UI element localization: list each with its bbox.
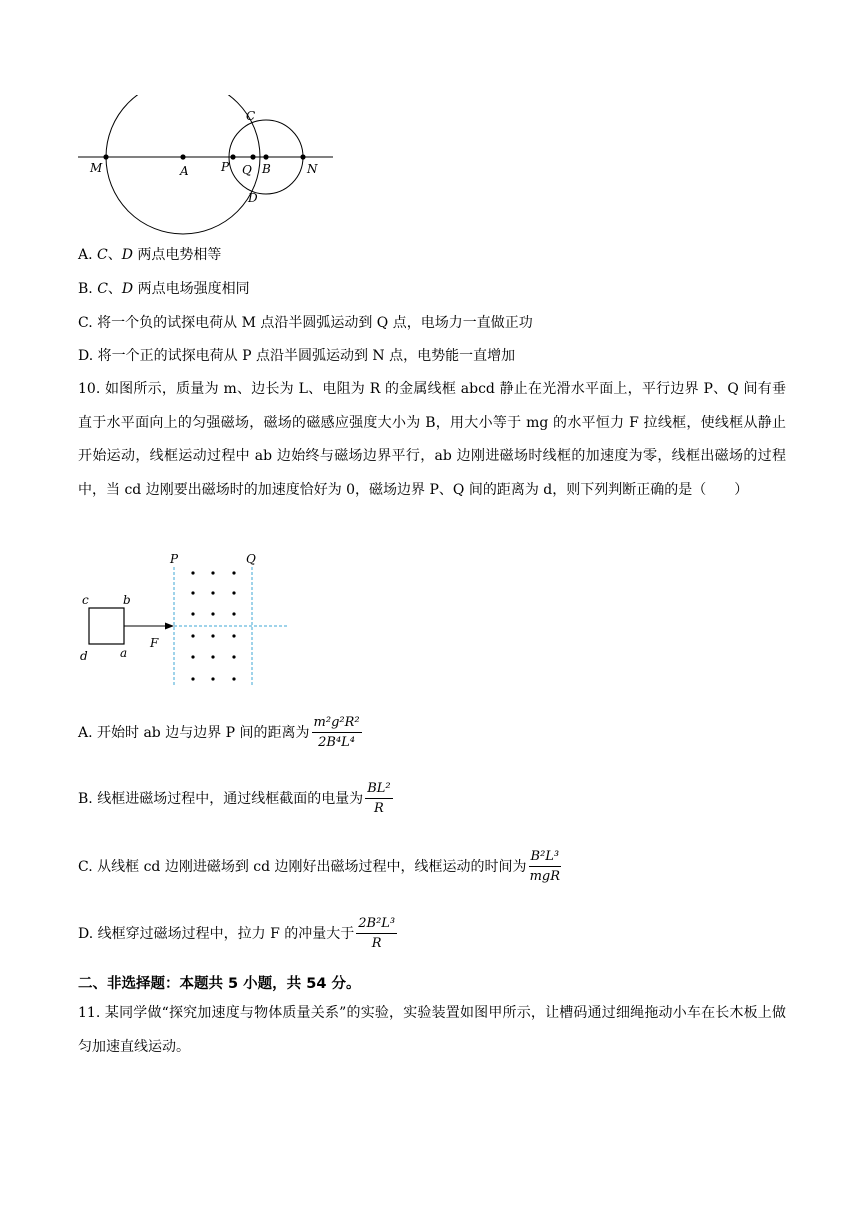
label-M: M (90, 161, 103, 175)
section-heading: 二、非选择题：本题共 5 小题，共 54 分。 (78, 976, 361, 992)
force-arrowhead (165, 623, 174, 630)
label-Q2: Q (246, 552, 256, 566)
point-B (263, 154, 268, 159)
label-A: A (180, 164, 189, 178)
point-M (103, 154, 108, 159)
figure-magnetic-field (70, 545, 300, 695)
q10-option-a: A. 开始时 ab 边与边界 P 间的距离为 $\frac{\text{m²g²R²}}{\text{2B⁴L⁴}}$ (78, 715, 360, 750)
field-dots (191, 571, 235, 680)
figure-circles (70, 95, 345, 240)
q10-stem: 10. 如图所示，质量为 m、边长为 L、电阻为 R 的金属线框 abcd 静止在光滑水平面上，平行边界 P、Q 间有垂直于水平面向上的匀强磁场，磁场的磁感应强度大小为 B，用大小等于 mg 的水平恒力 F 拉线框，使线框从静止开始运动，线框运动过程中 ab 边始终与磁场边界平行，ab 边刚进磁场时线框的加速度为零，线框出磁场的过程中，当 cd 边刚要出磁场时的加速度恰好为 0，磁场边界 P、Q 间的距离为 d，则下列判断正确的是（ ） (78, 381, 786, 498)
q10-option-b: B. 线框进磁场过程中，通过线框截面的电量为 $\frac{\text{BL²}}{R}$ (78, 781, 391, 816)
q9-option-c: C. 将一个负的试探电荷从 M 点沿半圆弧运动到 Q 点，电场力一直做正功 (78, 315, 533, 331)
label-P: P (221, 160, 230, 174)
fraction-b: $\frac{\text{BL²}}{R}$ (367, 781, 391, 816)
q9-option-a: A. C、D 两点电势相等 (78, 247, 222, 263)
q9-option-d: D. 将一个正的试探电荷从 P 点沿半圆弧运动到 N 点，电势能一直增加 (78, 348, 516, 364)
point-N (300, 154, 305, 159)
point-P (230, 154, 235, 159)
label-Q: Q (242, 163, 252, 177)
point-A (180, 154, 185, 159)
q10-option-d: D. 线框穿过磁场过程中，拉力 F 的冲量大于 $\frac{\text{2B²L³}}{R}$ (78, 916, 396, 951)
label-d: d (80, 649, 88, 663)
wire-frame (89, 608, 124, 644)
label-c: c (82, 593, 89, 607)
label-b: b (123, 593, 131, 607)
label-B: B (262, 162, 271, 176)
label-P2: P (170, 552, 179, 566)
q9-option-b: B. C、D 两点电场强度相同 (78, 281, 250, 297)
q10-option-c: C. 从线框 cd 边刚进磁场到 cd 边刚好出磁场过程中，线框运动的时间为 $\frac{\text{B²L³}}{\text{mgR}}$ (78, 849, 561, 884)
fraction-d: $\frac{\text{2B²L³}}{R}$ (358, 916, 396, 951)
label-F: F (150, 636, 159, 650)
fraction-a: $\frac{\text{m²g²R²}}{\text{2B⁴L⁴}}$ (313, 715, 360, 750)
label-C: C (246, 109, 256, 123)
point-Q (250, 154, 255, 159)
label-N: N (307, 162, 318, 176)
label-D: D (248, 191, 258, 205)
fraction-c: $\frac{\text{B²L³}}{\text{mgR}}$ (529, 849, 561, 884)
label-a: a (120, 646, 128, 660)
q11-stem: 11. 某同学做“探究加速度与物体质量关系”的实验，实验装置如图甲所示，让槽码通过细绳拖动小车在长木板上做匀加速直线运动。 (78, 1005, 786, 1055)
